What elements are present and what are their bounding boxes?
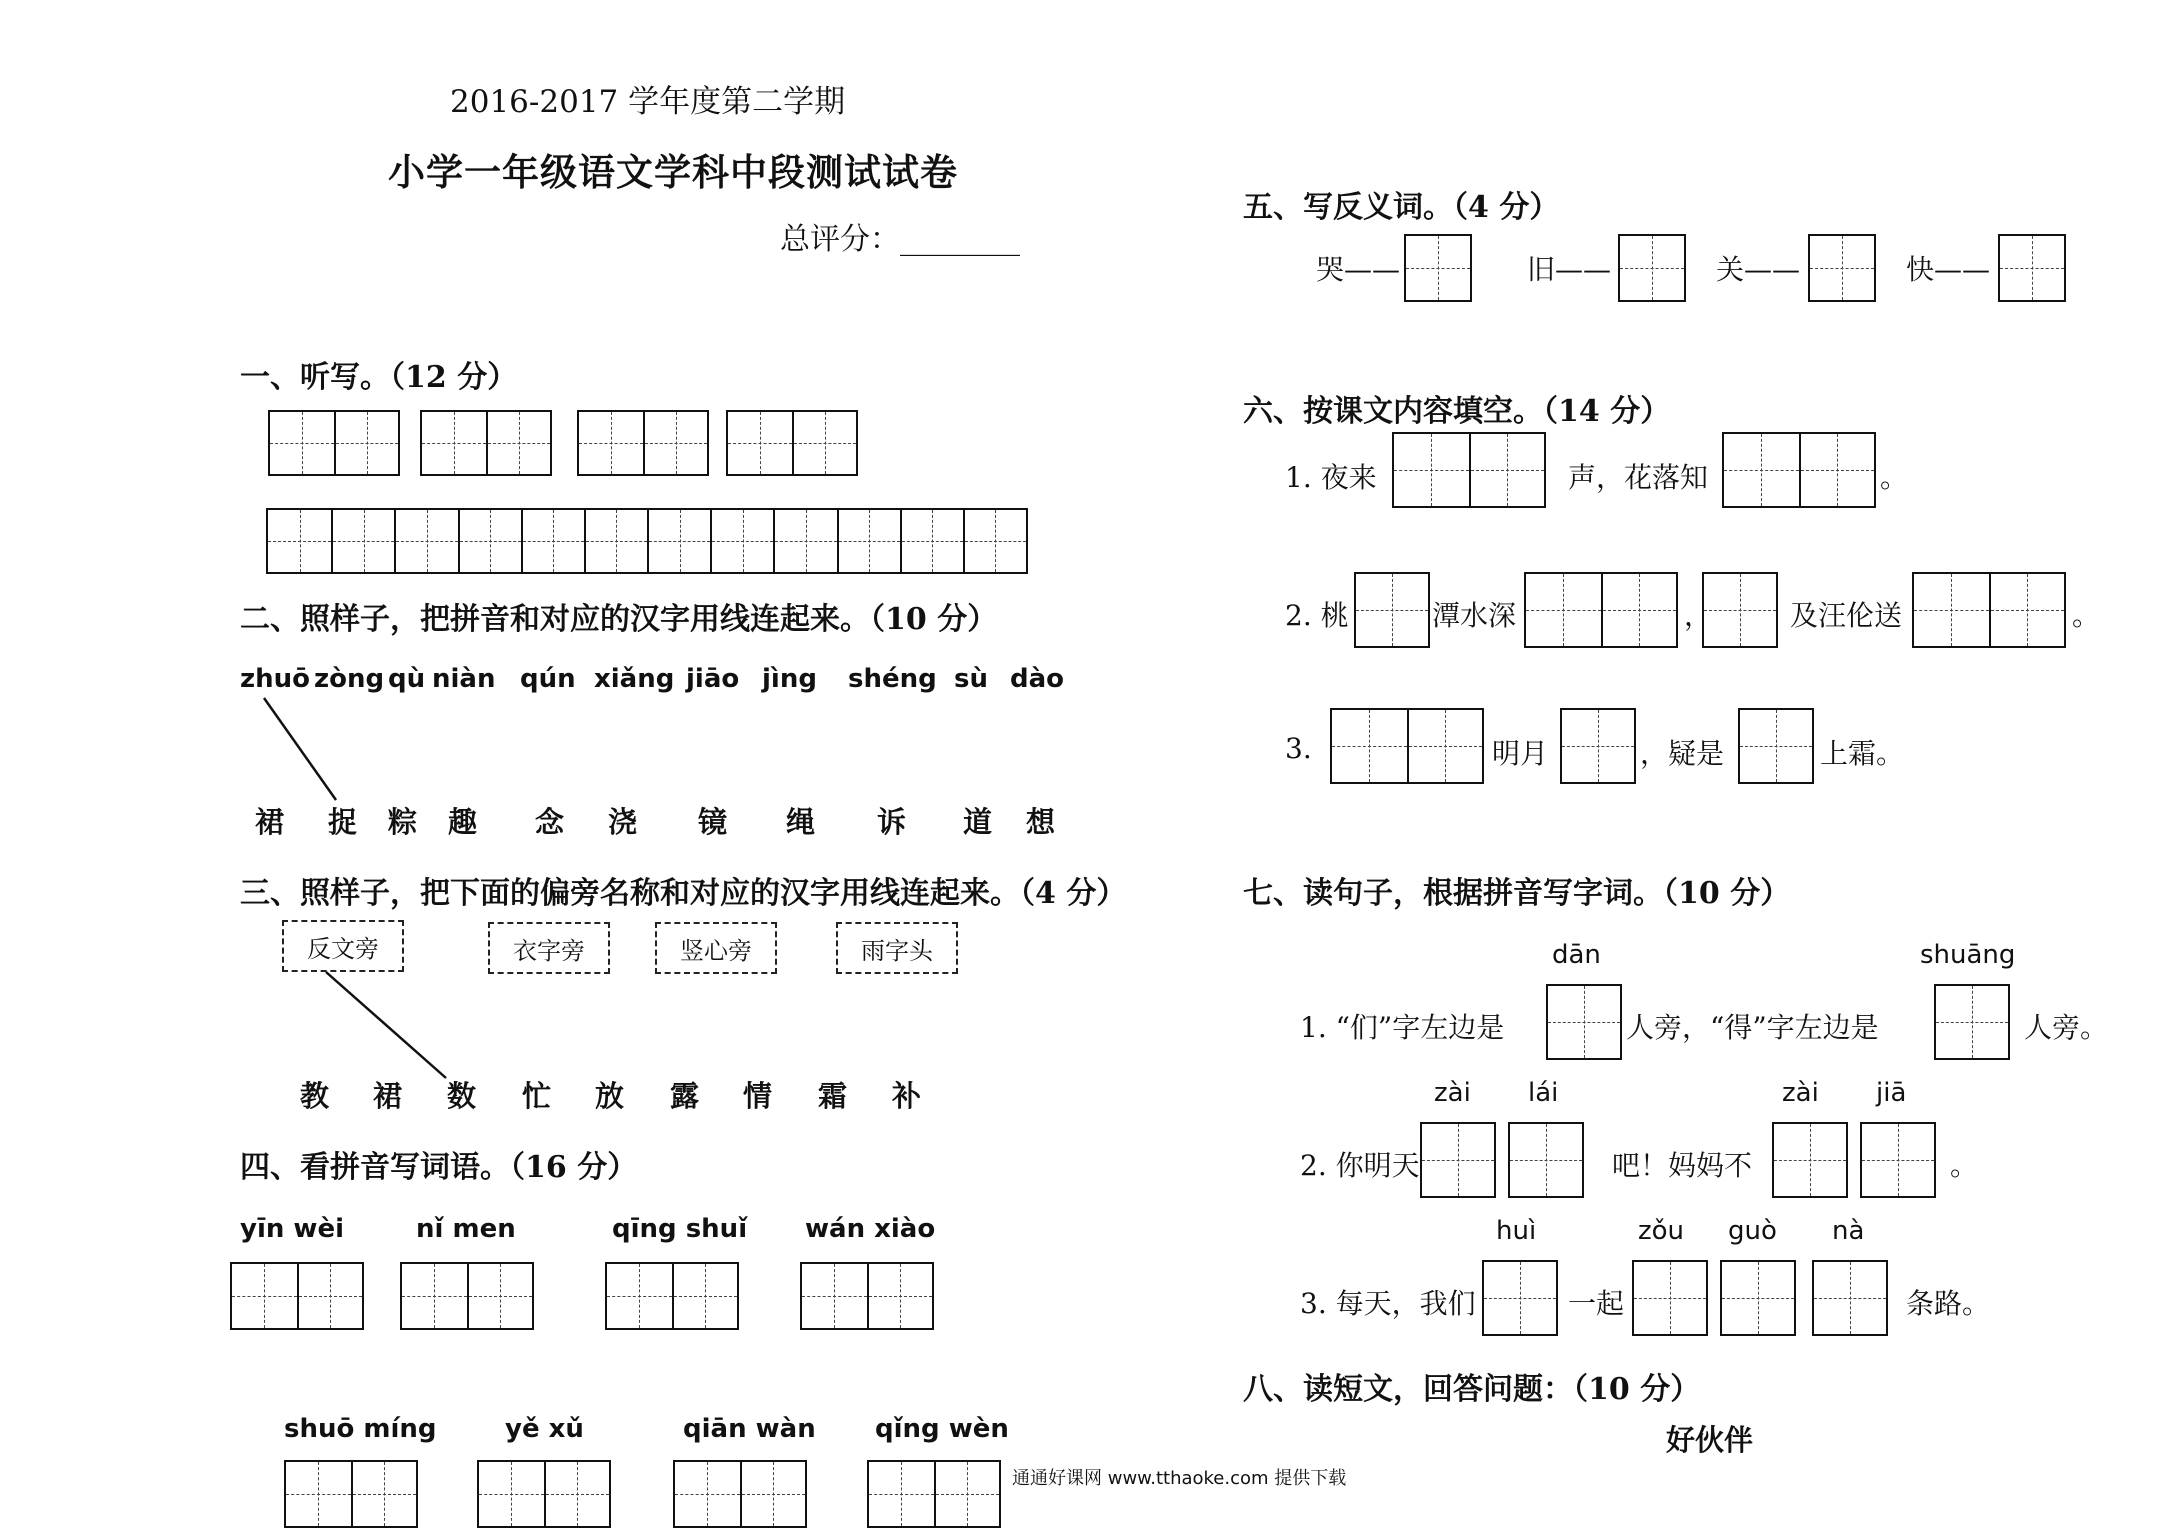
pinyin-item: zòng: [314, 664, 385, 694]
pinyin-item: qù: [388, 664, 426, 694]
fill-grid[interactable]: [1354, 572, 1430, 648]
char-item: 放: [595, 1079, 627, 1113]
fill-text: 1. 夜来: [1285, 461, 1377, 494]
sentence-text: 人旁。: [2024, 1011, 2109, 1044]
pinyin-hint: guò: [1728, 1216, 1777, 1246]
char-item: 道: [963, 805, 995, 839]
pinyin-item: zhuō: [240, 664, 311, 694]
radical-box[interactable]: 衣字旁: [488, 922, 610, 974]
pinyin-hint: lái: [1528, 1078, 1559, 1108]
pinyin-hint: huì: [1496, 1216, 1537, 1246]
pinyin-hint: jiā: [1876, 1078, 1907, 1108]
fill-grid[interactable]: [1524, 572, 1678, 648]
answer-box[interactable]: [1934, 984, 2010, 1060]
fill-text: ，: [1684, 599, 1713, 632]
fill-text: 明月: [1492, 737, 1549, 770]
radical-box[interactable]: 雨字头: [836, 922, 958, 974]
antonym-prompt: 哭——: [1316, 253, 1401, 286]
pinyin-item: shéng: [848, 664, 937, 694]
pinyin-hint: zǒu: [1638, 1216, 1685, 1246]
antonym-box[interactable]: [1404, 234, 1472, 302]
pinyin-word: yīn wèi: [240, 1214, 344, 1244]
word-grid[interactable]: [673, 1460, 807, 1528]
pinyin-word: shuō míng: [284, 1414, 437, 1444]
word-grid[interactable]: [284, 1460, 418, 1528]
radical-box[interactable]: 反文旁: [282, 920, 404, 972]
fill-text: 2. 桃: [1285, 599, 1349, 632]
pinyin-word: qiān wàn: [683, 1414, 816, 1444]
fill-text: 潭水深: [1432, 599, 1517, 632]
fill-grid[interactable]: [1702, 572, 1778, 648]
word-grid[interactable]: [867, 1460, 1001, 1528]
term-label: 2016-2017 学年度第二学期: [450, 84, 846, 120]
antonym-prompt: 旧——: [1527, 253, 1612, 286]
char-item: 补: [892, 1079, 924, 1113]
sentence-text: 人旁，“得”字左边是: [1626, 1011, 1879, 1044]
sentence-text: 一起: [1568, 1287, 1625, 1320]
section-7-heading: 七、读句子，根据拼音写字词。（10 分）: [1243, 876, 1791, 911]
fill-text: ，疑是: [1640, 737, 1725, 770]
answer-box[interactable]: [1482, 1260, 1558, 1336]
char-item: 情: [743, 1079, 775, 1113]
answer-box[interactable]: [1720, 1260, 1796, 1336]
fill-text: 3.: [1285, 732, 1312, 765]
char-item: 教: [300, 1079, 332, 1113]
pinyin-word: qīng shuǐ: [612, 1214, 748, 1244]
section-1-heading: 一、听写。（12 分）: [240, 360, 518, 395]
footer-credit: 通通好课网 www.tthaoke.com 提供下载: [1012, 1468, 1347, 1489]
pinyin-hint: zài: [1434, 1078, 1471, 1108]
section-4-heading: 四、看拼音写词语。（16 分）: [240, 1150, 638, 1185]
fill-grid[interactable]: [1738, 708, 1814, 784]
char-item: 浇: [608, 805, 640, 839]
antonym-prompt: 快——: [1906, 253, 1991, 286]
pinyin-hint: nà: [1832, 1216, 1865, 1246]
word-grid[interactable]: [800, 1262, 934, 1330]
word-grid[interactable]: [605, 1262, 739, 1330]
sentence-text: 1. “们”字左边是: [1300, 1011, 1505, 1044]
antonym-box[interactable]: [1618, 234, 1686, 302]
fill-grid[interactable]: [1912, 572, 2066, 648]
pinyin-word: wán xiào: [805, 1214, 936, 1244]
char-item: 粽: [388, 805, 420, 839]
section-3-heading: 三、照样子，把下面的偏旁名称和对应的汉字用线连起来。（4 分）: [240, 876, 1127, 911]
word-grid[interactable]: [230, 1262, 364, 1330]
char-item: 裙: [255, 805, 287, 839]
answer-box[interactable]: [1632, 1260, 1708, 1336]
pinyin-item: niàn: [432, 664, 496, 694]
section-2-heading: 二、照样子，把拼音和对应的汉字用线连起来。（10 分）: [240, 602, 998, 637]
fill-text: 上霜。: [1820, 737, 1905, 770]
char-item: 忙: [522, 1079, 554, 1113]
fill-text: 。: [2072, 599, 2101, 632]
answer-box[interactable]: [1772, 1122, 1848, 1198]
antonym-box[interactable]: [1808, 234, 1876, 302]
pinyin-item: sù: [954, 664, 988, 694]
pinyin-word: yě xǔ: [505, 1414, 584, 1444]
antonym-box[interactable]: [1998, 234, 2066, 302]
char-item: 裙: [373, 1079, 405, 1113]
char-item: 绳: [786, 805, 818, 839]
char-item: 诉: [877, 805, 909, 839]
word-grid[interactable]: [400, 1262, 534, 1330]
pinyin-item: jìng: [762, 664, 817, 694]
pinyin-hint: shuāng: [1920, 940, 2016, 970]
char-item: 霜: [818, 1079, 850, 1113]
char-item: 念: [535, 805, 567, 839]
pinyin-item: qún: [520, 664, 576, 694]
pinyin-item: xiǎng: [594, 664, 675, 694]
char-item: 趣: [448, 805, 480, 839]
word-grid[interactable]: [477, 1460, 611, 1528]
sentence-text: 条路。: [1906, 1287, 1991, 1320]
fill-grid[interactable]: [1392, 432, 1546, 508]
fill-grid[interactable]: [1560, 708, 1636, 784]
char-item: 捉: [328, 805, 360, 839]
fill-grid[interactable]: [1722, 432, 1876, 508]
section-6-heading: 六、按课文内容填空。（14 分）: [1243, 394, 1671, 429]
char-item: 镜: [698, 805, 730, 839]
sentence-text: 2. 你明天: [1300, 1149, 1420, 1182]
pinyin-item: jiāo: [686, 664, 740, 694]
sentence-text: 吧！妈妈不: [1612, 1149, 1753, 1182]
char-item: 想: [1026, 805, 1058, 839]
story-title: 好伙伴: [1666, 1423, 1754, 1457]
answer-box[interactable]: [1508, 1122, 1584, 1198]
answer-box[interactable]: [1860, 1122, 1936, 1198]
fill-text: 。: [1880, 461, 1909, 494]
total-score-field: 总评分：________: [780, 222, 1020, 257]
fill-grid[interactable]: [1330, 708, 1484, 784]
answer-box[interactable]: [1420, 1122, 1496, 1198]
pinyin-item: dào: [1010, 664, 1065, 694]
pinyin-word: qǐng wèn: [875, 1414, 1009, 1444]
answer-box[interactable]: [1546, 984, 1622, 1060]
pinyin-hint: zài: [1782, 1078, 1819, 1108]
fill-text: 及汪伦送: [1790, 599, 1903, 632]
sentence-text: 。: [1950, 1149, 1979, 1182]
section-8-heading: 八、读短文，回答问题：（10 分）: [1243, 1372, 1701, 1407]
char-item: 露: [670, 1079, 702, 1113]
fill-text: 声，花落知: [1568, 461, 1709, 494]
pinyin-hint: dān: [1552, 940, 1601, 970]
pinyin-word: nǐ men: [416, 1214, 516, 1244]
answer-box[interactable]: [1812, 1260, 1888, 1336]
sentence-text: 3. 每天，我们: [1300, 1287, 1476, 1320]
section-5-heading: 五、写反义词。（4 分）: [1243, 190, 1560, 225]
char-item: 数: [447, 1079, 479, 1113]
radical-box[interactable]: 竖心旁: [655, 922, 777, 974]
page-title: 小学一年级语文学科中段测试试卷: [388, 150, 958, 194]
antonym-prompt: 关——: [1716, 253, 1801, 286]
